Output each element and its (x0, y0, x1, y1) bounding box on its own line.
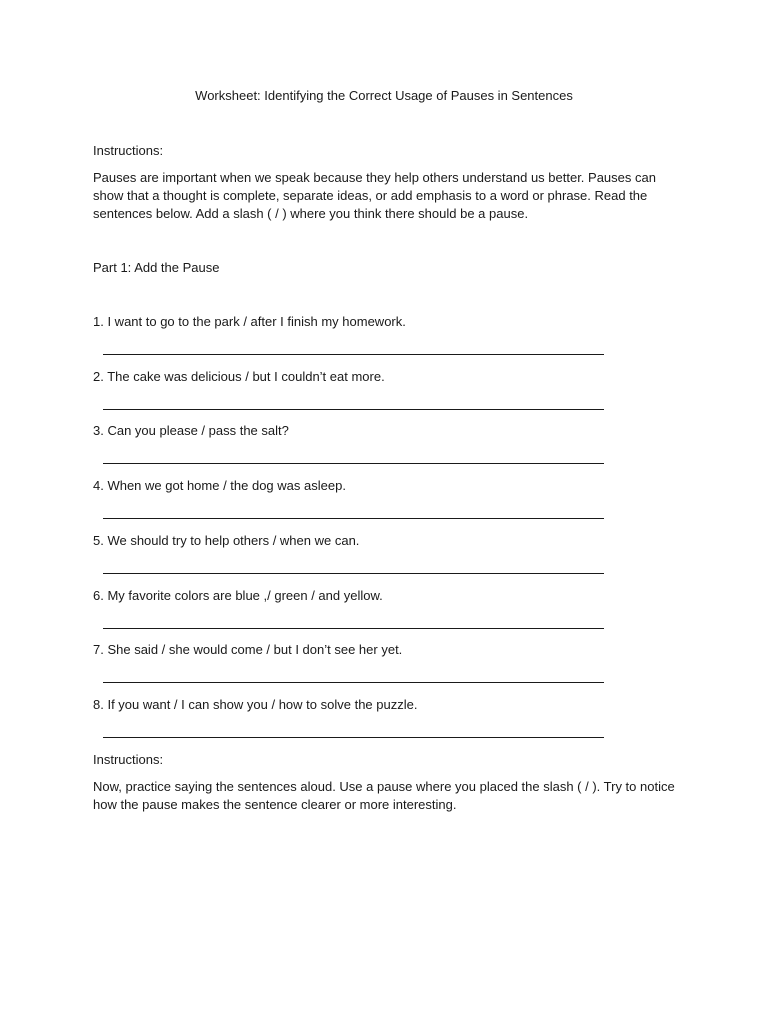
exercise-item-5: 5. We should try to help others / when we can. (93, 533, 360, 548)
instructions-paragraph: Pauses are important when we speak because they help others understand us better. Pauses can show that a thought is complete, separate ideas, or add emphasis to a word or phrase. Read the sentences below. Add a slash ( / ) where you think there should be a pause. (93, 170, 656, 221)
worksheet-title: Worksheet: Identifying the Correct Usage of Pauses in Sentences (195, 88, 573, 103)
instructions-2-paragraph: Now, practice saying the sentences aloud. Use a pause where you placed the slash ( / ). Try to notice how the pause makes the sentence clearer or more interesting. (93, 779, 675, 812)
answer-line-8[interactable] (103, 737, 604, 738)
exercise-item-4: 4. When we got home / the dog was asleep. (93, 478, 346, 493)
answer-line-2[interactable] (103, 409, 604, 410)
part1-heading: Part 1: Add the Pause (93, 260, 220, 275)
exercise-item-3: 3. Can you please / pass the salt? (93, 423, 289, 438)
answer-line-3[interactable] (103, 463, 604, 464)
instructions-heading: Instructions: (93, 143, 164, 158)
exercise-item-1: 1. I want to go to the park / after I finish my homework. (93, 314, 406, 329)
answer-line-5[interactable] (103, 573, 604, 574)
instructions-2-heading: Instructions: (93, 752, 164, 767)
answer-line-7[interactable] (103, 682, 604, 683)
exercise-item-8: 8. If you want / I can show you / how to solve the puzzle. (93, 697, 418, 712)
answer-line-1[interactable] (103, 354, 604, 355)
exercise-item-2: 2. The cake was delicious / but I couldn’t eat more. (93, 369, 385, 384)
exercise-item-7: 7. She said / she would come / but I don’t see her yet. (93, 642, 403, 657)
answer-line-4[interactable] (103, 518, 604, 519)
answer-line-6[interactable] (103, 628, 604, 629)
exercise-item-6: 6. My favorite colors are blue ,/ green / and yellow. (93, 588, 383, 603)
